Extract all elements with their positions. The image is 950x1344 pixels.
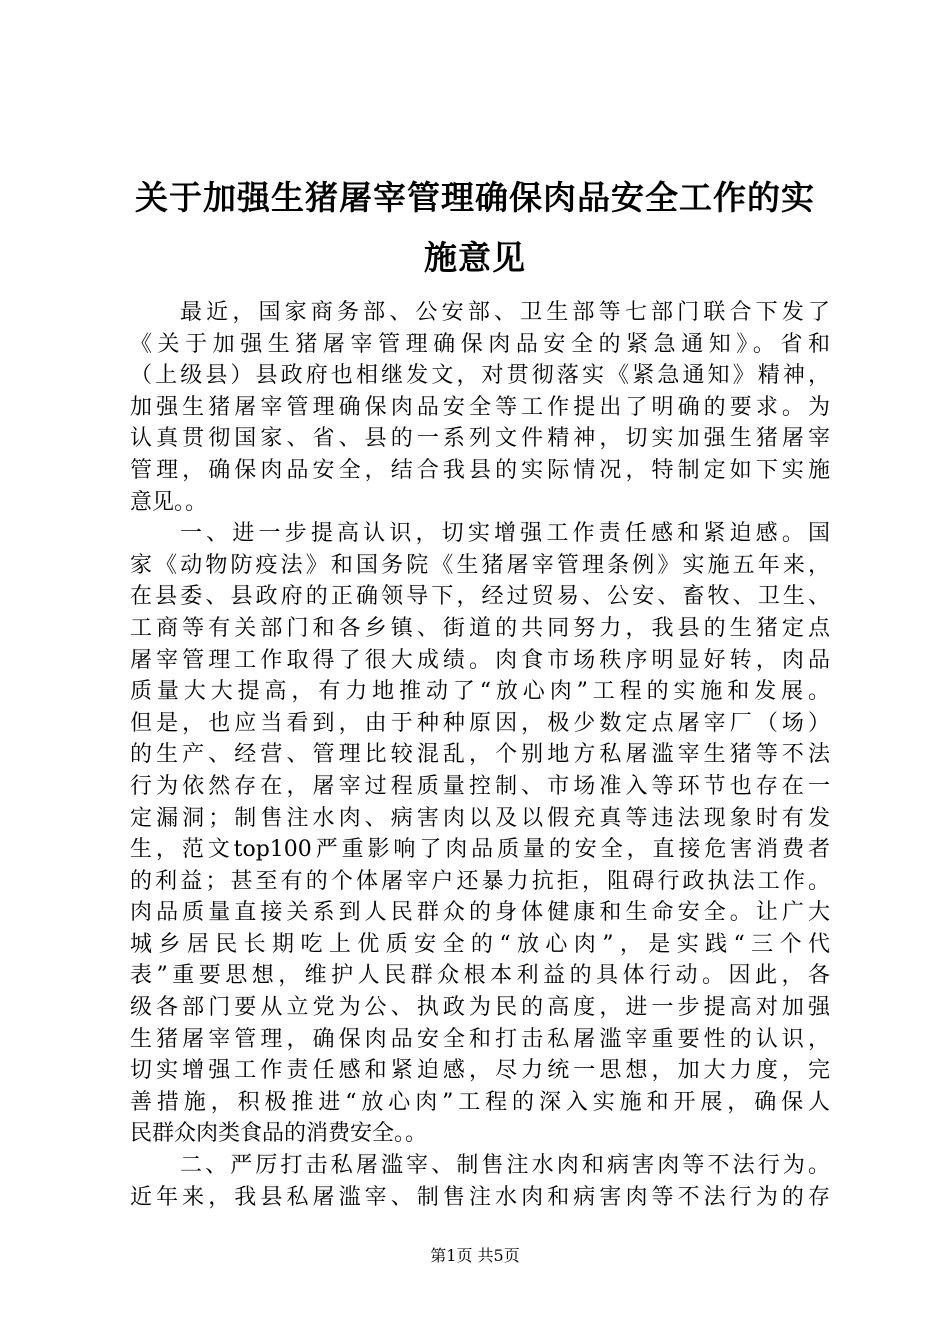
text-line: 《关于加强生猪屠宰管理确保肉品安全的紧急通知》。省和 — [130, 331, 830, 357]
text-line: 城乡居民长期吃上优质安全的“放心肉”，是实践“三个代 — [130, 931, 830, 957]
text-line: 二、严厉打击私屠滥宰、制售注水肉和病害肉等不法行为。 — [180, 1153, 830, 1179]
text-line: （上级县）县政府也相继发文，对贯彻落实《紧急通知》精神， — [130, 363, 830, 389]
title-line-1: 关于加强生猪屠宰管理确保肉品安全工作的实 — [135, 178, 815, 217]
text-line: 一、进一步提高认识，切实增强工作责任感和紧迫感。国 — [180, 521, 830, 547]
document-title — [110, 168, 840, 288]
text-line: 切实增强工作责任感和紧迫感，尽力统一思想，加大力度，完 — [130, 1058, 830, 1084]
text-line: 表”重要思想，维护人民群众根本利益的具体行动。因此，各 — [130, 963, 830, 989]
text-line: 管理，确保肉品安全，结合我县的实际情况，特制定如下实施 — [130, 457, 830, 483]
text-line: 工商等有关部门和各乡镇、街道的共同努力，我县的生猪定点 — [130, 615, 830, 641]
text-line: 质量大大提高，有力地推动了“放心肉”工程的实施和发展。 — [130, 679, 830, 705]
text-line: 肉品质量直接关系到人民群众的身体健康和生命安全。让广大 — [130, 900, 830, 926]
text-line: 近年来，我县私屠滥宰、制售注水肉和病害肉等不法行为的存 — [130, 1184, 830, 1210]
text-line: 的生产、经营、管理比较混乱，个别地方私屠滥宰生猪等不法 — [130, 742, 830, 768]
text-line: 善措施，积极推进“放心肉”工程的深入实施和开展，确保人 — [130, 1089, 830, 1115]
text-line: 加强生猪屠宰管理确保肉品安全等工作提出了明确的要求。为 — [130, 394, 830, 420]
text-line: 行为依然存在，屠宰过程质量控制、市场准入等环节也存在一 — [130, 773, 830, 799]
text-line: 意见。。 — [130, 489, 208, 515]
text-line: 生，范文top100严重影响了肉品质量的安全，直接危害消费者 — [130, 837, 830, 863]
text-line: 认真贯彻国家、省、县的一系列文件精神，切实加强生猪屠宰 — [130, 426, 830, 452]
text-line: 家《动物防疫法》和国务院《生猪屠宰管理条例》实施五年来， — [130, 552, 830, 578]
text-line: 民群众肉类食品的消费安全。。 — [130, 1121, 428, 1147]
text-line: 最近，国家商务部、公安部、卫生部等七部门联合下发了 — [180, 300, 830, 325]
text-line: 生猪屠宰管理，确保肉品安全和打击私屠滥宰重要性的认识， — [130, 1026, 830, 1052]
text-line: 但是，也应当看到，由于种种原因，极少数定点屠宰厂（场） — [130, 710, 830, 736]
text-line: 屠宰管理工作取得了很大成绩。肉食市场秩序明显好转，肉品 — [130, 647, 830, 673]
text-line: 的利益；甚至有的个体屠宰户还暴力抗拒，阻碍行政执法工作。 — [130, 868, 830, 894]
text-line: 在县委、县政府的正确领导下，经过贸易、公安、畜牧、卫生、 — [130, 584, 830, 610]
title-line-2: 施意见 — [424, 238, 526, 277]
text-line: 级各部门要从立党为公、执政为民的高度，进一步提高对加强 — [130, 995, 830, 1021]
text-line: 定漏洞；制售注水肉、病害肉以及以假充真等违法现象时有发 — [130, 805, 830, 831]
page-footer: 第1页 共5页 — [430, 1246, 520, 1265]
document-body — [130, 297, 830, 1213]
